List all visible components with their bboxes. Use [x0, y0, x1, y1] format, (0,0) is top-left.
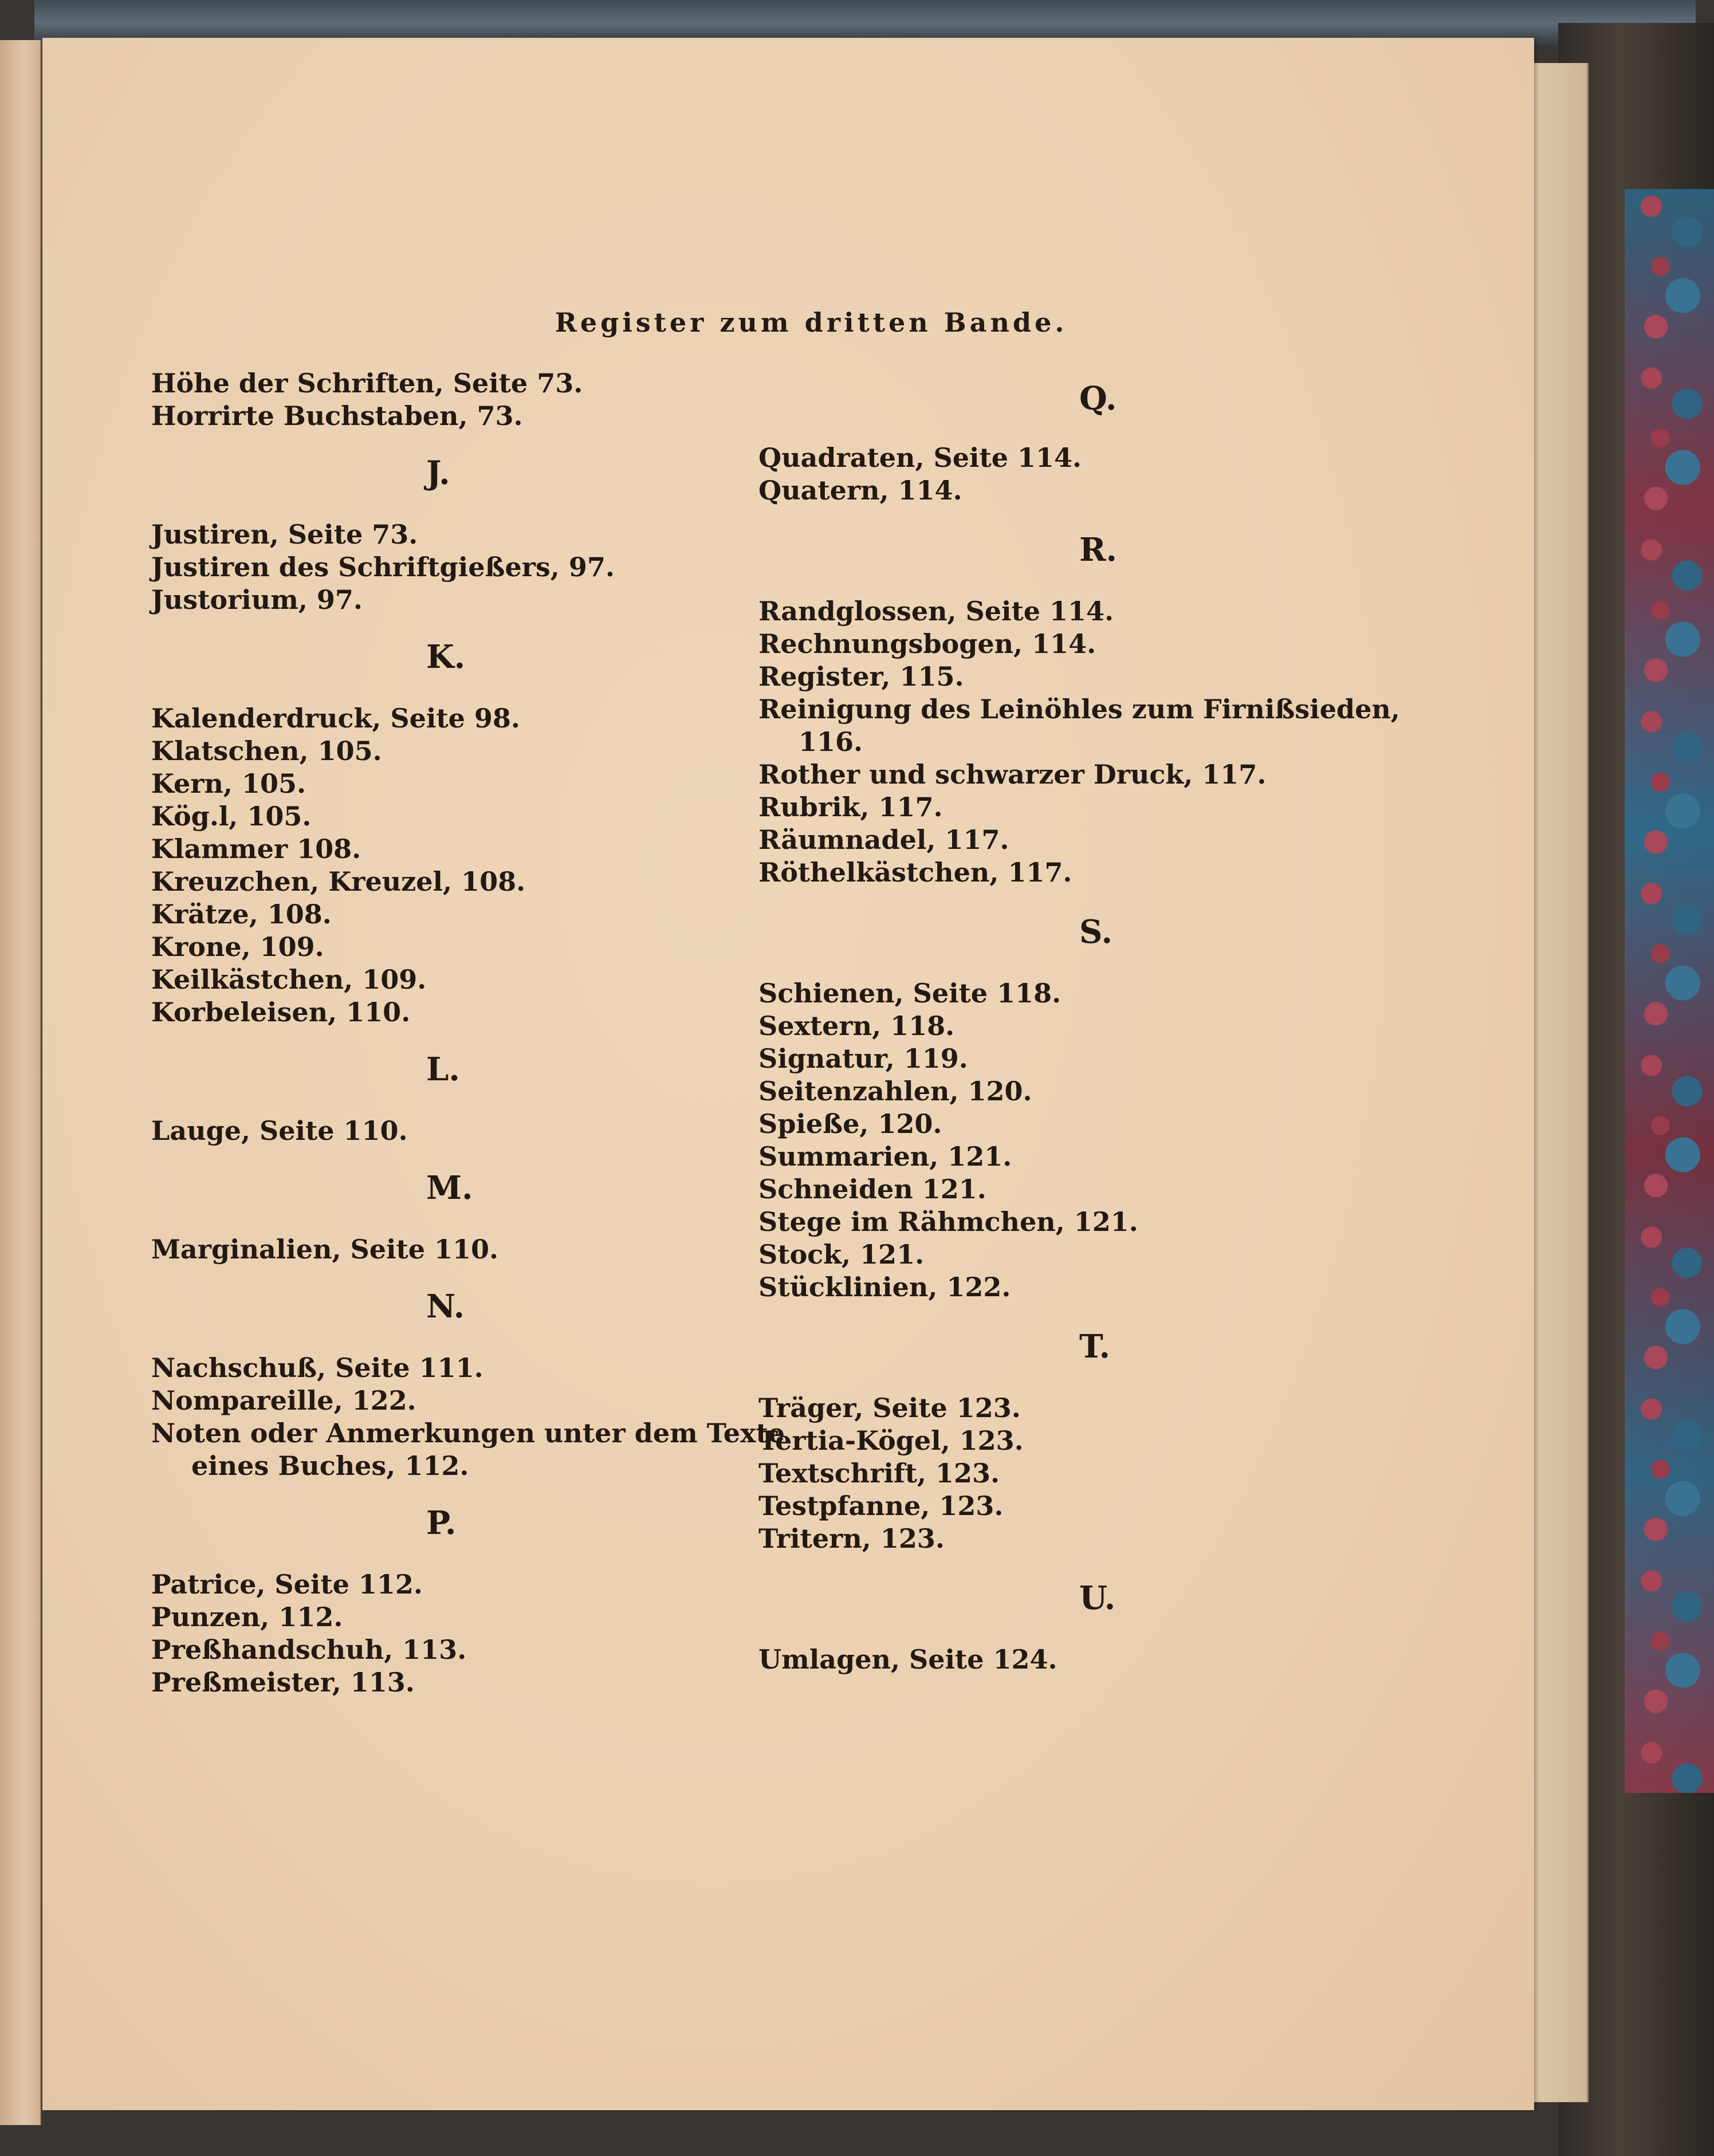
index-page: [42, 38, 1534, 2110]
left-column: [151, 367, 793, 1699]
index-entry: Textschrift, 123.: [758, 1458, 1000, 1489]
index-entry: Lauge, Seite 110.: [151, 1115, 408, 1146]
index-entry: Spieße, 120.: [758, 1108, 942, 1139]
index-entry: Krätze, 108.: [151, 899, 332, 930]
section-letter: J.: [426, 454, 450, 492]
index-entry: Stege im Rähmchen, 121.: [758, 1206, 1138, 1237]
index-entry: Kalenderdruck, Seite 98.: [151, 703, 520, 734]
index-entry: Kreuzchen, Kreuzel, 108.: [151, 866, 526, 897]
index-entry: Preßhandschuh, 113.: [151, 1634, 467, 1665]
index-entry: Nachschuß, Seite 111.: [151, 1352, 483, 1383]
index-section: [151, 1168, 793, 1266]
section-letter: N.: [426, 1288, 465, 1325]
index-section: [758, 530, 1434, 889]
index-entry: Räumnadel, 117.: [758, 824, 1009, 855]
index-section: [151, 637, 793, 1029]
index-entry: Schienen, Seite 118.: [758, 978, 1062, 1009]
index-entry: Träger, Seite 123.: [758, 1392, 1021, 1423]
section-letter: U.: [1079, 1579, 1116, 1617]
index-entry: Krone, 109.: [151, 931, 324, 962]
index-section: [758, 379, 1434, 507]
index-entry: Rother und schwarzer Druck, 117.: [758, 759, 1267, 790]
index-entry: Testpfanne, 123.: [758, 1490, 1004, 1521]
index-entry: Justorium, 97.: [151, 584, 363, 615]
index-entry: Stücklinien, 122.: [758, 1272, 1011, 1303]
index-entry: Stock, 121.: [758, 1239, 925, 1270]
index-entry: Seitenzahlen, 120.: [758, 1076, 1032, 1107]
index-section: [151, 1503, 793, 1699]
index-entry: Klammer 108.: [151, 833, 361, 864]
index-entry: Marginalien, Seite 110.: [151, 1234, 499, 1265]
index-entry: Patrice, Seite 112.: [151, 1569, 423, 1600]
index-entry: Umlagen, Seite 124.: [758, 1644, 1058, 1675]
index-section: [151, 1049, 793, 1147]
index-entry: Klatschen, 105.: [151, 735, 382, 766]
index-entry: Rubrik, 117.: [758, 792, 943, 823]
right-column: [758, 379, 1434, 1676]
index-entry: Quatern, 114.: [758, 475, 962, 506]
section-letter: P.: [426, 1504, 457, 1542]
index-section: [758, 1578, 1434, 1676]
index-section: [151, 453, 793, 616]
section-letter: Q.: [1079, 380, 1117, 418]
index-entry: Preßmeister, 113.: [151, 1667, 415, 1698]
index-entry: Sextern, 118.: [758, 1010, 955, 1041]
section-letter: S.: [1079, 913, 1112, 951]
index-entry: Rechnungsbogen, 114.: [758, 628, 1096, 659]
index-entry: Justiren des Schriftgießers, 97.: [151, 552, 615, 583]
index-entry: Randglossen, Seite 114.: [758, 596, 1114, 627]
index-section: [758, 912, 1434, 1304]
index-entry: Noten oder Anmerkungen unter dem Texte eines Buches, 112.: [151, 1418, 785, 1481]
index-entry: Summarien, 121.: [758, 1141, 1012, 1172]
index-entry: Schneiden 121.: [758, 1174, 986, 1205]
index-entry: Kern, 105.: [151, 768, 306, 799]
index-entry: Kög.l, 105.: [151, 801, 312, 832]
index-entry: Röthelkästchen, 117.: [758, 857, 1072, 888]
page-title: Register zum dritten Bande.: [555, 307, 1068, 338]
index-section: [758, 1327, 1434, 1555]
index-entry: Tritern, 123.: [758, 1523, 945, 1554]
index-entry: Signatur, 119.: [758, 1043, 968, 1074]
index-entry: Horrirte Buchstaben, 73.: [151, 400, 523, 431]
section-letter: M.: [426, 1169, 473, 1207]
index-entry: Nompareille, 122.: [151, 1385, 416, 1416]
marbled-cover-edge: [1625, 189, 1714, 1793]
index-entry: Korbeleisen, 110.: [151, 997, 411, 1028]
index-entry: Register, 115.: [758, 661, 964, 692]
index-entry: Justiren, Seite 73.: [151, 519, 418, 550]
index-section: [151, 1286, 793, 1482]
index-entry: Höhe der Schriften, Seite 73.: [151, 368, 583, 399]
index-entry: Keilkästchen, 109.: [151, 964, 427, 995]
index-section: [151, 367, 793, 432]
section-letter: L.: [426, 1051, 460, 1088]
index-entry: Quadraten, Seite 114.: [758, 442, 1082, 473]
index-entry: Reinigung des Leinöhles zum Firnißsieden, 116.: [758, 694, 1400, 757]
index-entry: Punzen, 112.: [151, 1602, 343, 1632]
section-letter: T.: [1079, 1328, 1110, 1366]
section-letter: K.: [426, 638, 466, 676]
index-entry: Tertia-Kögel, 123.: [758, 1425, 1024, 1456]
previous-page-edge: [0, 40, 41, 2125]
section-letter: R.: [1079, 531, 1118, 569]
